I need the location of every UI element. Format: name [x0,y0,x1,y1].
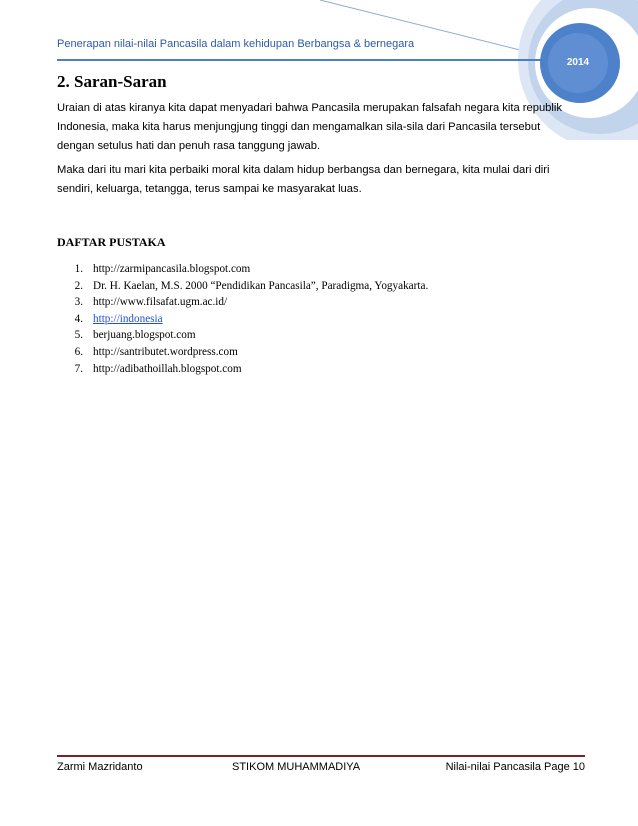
section-heading: 2. Saran-Saran [57,72,167,91]
footer-institution: STIKOM MUHAMMADIYA [232,761,361,773]
reference-item [57,294,428,311]
header-year-badge: 2014 [566,57,590,68]
header-rule [57,59,543,61]
footer-rule [57,755,585,757]
reference-item [57,344,428,361]
reference-link[interactable]: http://indonesia [93,312,163,325]
reference-item [57,361,428,378]
reference-number: 2. [74,279,83,292]
paragraph-2: Maka dari itu mari kita perbaiki moral kita dalam hidup berbangsa dan bernegara, kita mulai dari diri sendiri, keluarga, tetangga, terus sampai ke masyarakat luas. [57,164,550,195]
reference-text: http://www.filsafat.ugm.ac.id/ [93,296,228,309]
reference-number: 1. [74,263,83,275]
reference-item [57,327,428,344]
reference-number: 6. [74,345,83,358]
reference-number: 7. [74,362,83,375]
reference-item [57,278,428,295]
reference-text: http://adibathoillah.blogspot.com [93,362,242,375]
references-list [57,261,428,377]
reference-number: 5. [74,329,83,342]
reference-text: Dr. H. Kaelan, M.S. 2000 “Pendidikan Pancasila”, Paradigma, Yogyakarta. [93,279,429,292]
references-heading: DAFTAR PUSTAKA [57,235,166,249]
header-title: Penerapan nilai-nilai Pancasila dalam kehidupan Berbangsa & bernegara [57,38,415,50]
reference-text: http://zarmipancasila.blogspot.com [93,263,251,275]
reference-item [57,261,428,278]
paragraph-1: Uraian di atas kiranya kita dapat menyadari bahwa Pancasila merupakan falsafah negara kita republik Indonesia, maka kita harus menjungjung tinggi dan mengamalkan sila-sila dari Pancasila tersebut dengan setulus hati dan penuh rasa tanggung jawab. [57,102,562,152]
reference-text: http://santributet.wordpress.com [93,345,238,358]
footer-author: Zarmi Mazridanto [57,761,143,773]
reference-number: 3. [74,296,83,309]
footer-page-info: Nilai-nilai Pancasila Page 10 [445,761,585,773]
reference-text: berjuang.blogspot.com [93,329,196,342]
reference-item [57,311,428,328]
reference-number: 4. [74,312,83,325]
